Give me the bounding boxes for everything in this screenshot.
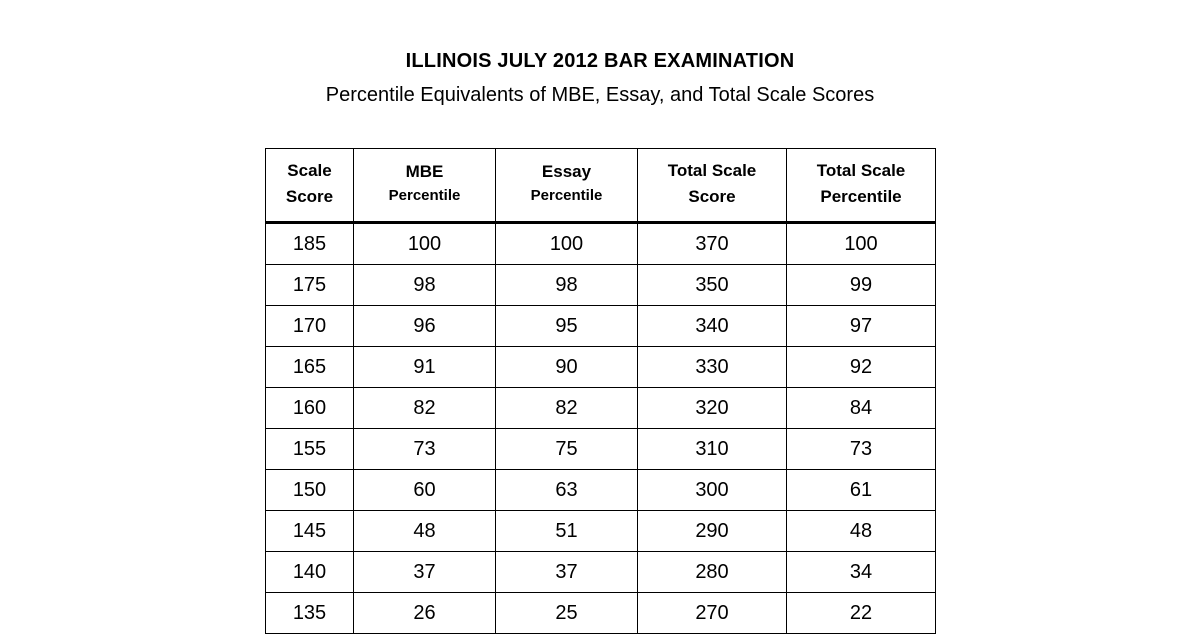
cell-scale-score: 165 — [266, 347, 354, 388]
cell-total-scale-percentile: 84 — [787, 388, 936, 429]
cell-total-scale-percentile: 100 — [787, 223, 936, 265]
scores-table — [265, 148, 936, 634]
cell-total-scale-percentile: 22 — [787, 593, 936, 634]
column-header-total-scale-score — [638, 149, 787, 223]
table-row — [266, 347, 936, 388]
cell-mbe-percentile: 73 — [354, 429, 496, 470]
cell-total-scale-percentile: 73 — [787, 429, 936, 470]
table-body — [266, 223, 936, 634]
column-header-line1: Scale — [287, 161, 332, 180]
table-row — [266, 552, 936, 593]
cell-mbe-percentile: 100 — [354, 223, 496, 265]
cell-mbe-percentile: 96 — [354, 306, 496, 347]
cell-total-scale-score: 310 — [638, 429, 787, 470]
column-header-total-scale-percentile — [787, 149, 936, 223]
cell-essay-percentile: 25 — [496, 593, 638, 634]
cell-essay-percentile: 63 — [496, 470, 638, 511]
column-header-line2: Score — [285, 186, 334, 206]
cell-total-scale-percentile: 92 — [787, 347, 936, 388]
cell-essay-percentile: 37 — [496, 552, 638, 593]
column-header-line2: Percentile — [388, 187, 461, 205]
cell-scale-score: 145 — [266, 511, 354, 552]
cell-total-scale-percentile: 97 — [787, 306, 936, 347]
cell-total-scale-score: 350 — [638, 265, 787, 306]
page-subtitle: Percentile Equivalents of MBE, Essay, and Total Scale Scores — [325, 84, 875, 106]
column-header-scale-score — [266, 149, 354, 223]
cell-mbe-percentile: 60 — [354, 470, 496, 511]
cell-total-scale-score: 280 — [638, 552, 787, 593]
cell-scale-score: 170 — [266, 306, 354, 347]
cell-scale-score: 135 — [266, 593, 354, 634]
cell-total-scale-score: 270 — [638, 593, 787, 634]
scores-table-container — [265, 148, 935, 634]
cell-total-scale-percentile: 61 — [787, 470, 936, 511]
page-title: ILLINOIS JULY 2012 BAR EXAMINATION — [405, 50, 795, 72]
column-header-line2: Percentile — [530, 187, 603, 205]
cell-total-scale-score: 340 — [638, 306, 787, 347]
table-row — [266, 223, 936, 265]
column-header-essay-percentile — [496, 149, 638, 223]
table-header-row — [266, 149, 936, 223]
cell-mbe-percentile: 48 — [354, 511, 496, 552]
column-header-line2: Score — [688, 186, 736, 206]
cell-mbe-percentile: 26 — [354, 593, 496, 634]
table-row — [266, 470, 936, 511]
cell-essay-percentile: 82 — [496, 388, 638, 429]
table-row — [266, 306, 936, 347]
cell-total-scale-percentile: 99 — [787, 265, 936, 306]
column-header-line2: Percentile — [820, 186, 902, 206]
cell-essay-percentile: 100 — [496, 223, 638, 265]
cell-essay-percentile: 90 — [496, 347, 638, 388]
cell-essay-percentile: 75 — [496, 429, 638, 470]
cell-total-scale-score: 370 — [638, 223, 787, 265]
cell-scale-score: 160 — [266, 388, 354, 429]
cell-mbe-percentile: 37 — [354, 552, 496, 593]
cell-essay-percentile: 95 — [496, 306, 638, 347]
column-header-line1: Total Scale — [816, 161, 906, 180]
table-row — [266, 429, 936, 470]
cell-scale-score: 155 — [266, 429, 354, 470]
table-row — [266, 511, 936, 552]
cell-essay-percentile: 98 — [496, 265, 638, 306]
column-header-line1: Total Scale — [667, 161, 757, 180]
cell-total-scale-score: 320 — [638, 388, 787, 429]
table-row — [266, 388, 936, 429]
table-row — [266, 265, 936, 306]
cell-mbe-percentile: 82 — [354, 388, 496, 429]
cell-scale-score: 185 — [266, 223, 354, 265]
column-header-line1: Essay — [541, 161, 592, 181]
cell-scale-score: 150 — [266, 470, 354, 511]
cell-essay-percentile: 51 — [496, 511, 638, 552]
column-header-line1: MBE — [405, 161, 444, 181]
cell-total-scale-score: 330 — [638, 347, 787, 388]
cell-total-scale-score: 300 — [638, 470, 787, 511]
cell-total-scale-score: 290 — [638, 511, 787, 552]
table-header — [266, 149, 936, 223]
cell-total-scale-percentile: 48 — [787, 511, 936, 552]
column-header-mbe-percentile — [354, 149, 496, 223]
cell-total-scale-percentile: 34 — [787, 552, 936, 593]
table-row — [266, 593, 936, 634]
cell-mbe-percentile: 98 — [354, 265, 496, 306]
cell-scale-score: 175 — [266, 265, 354, 306]
cell-mbe-percentile: 91 — [354, 347, 496, 388]
cell-scale-score: 140 — [266, 552, 354, 593]
